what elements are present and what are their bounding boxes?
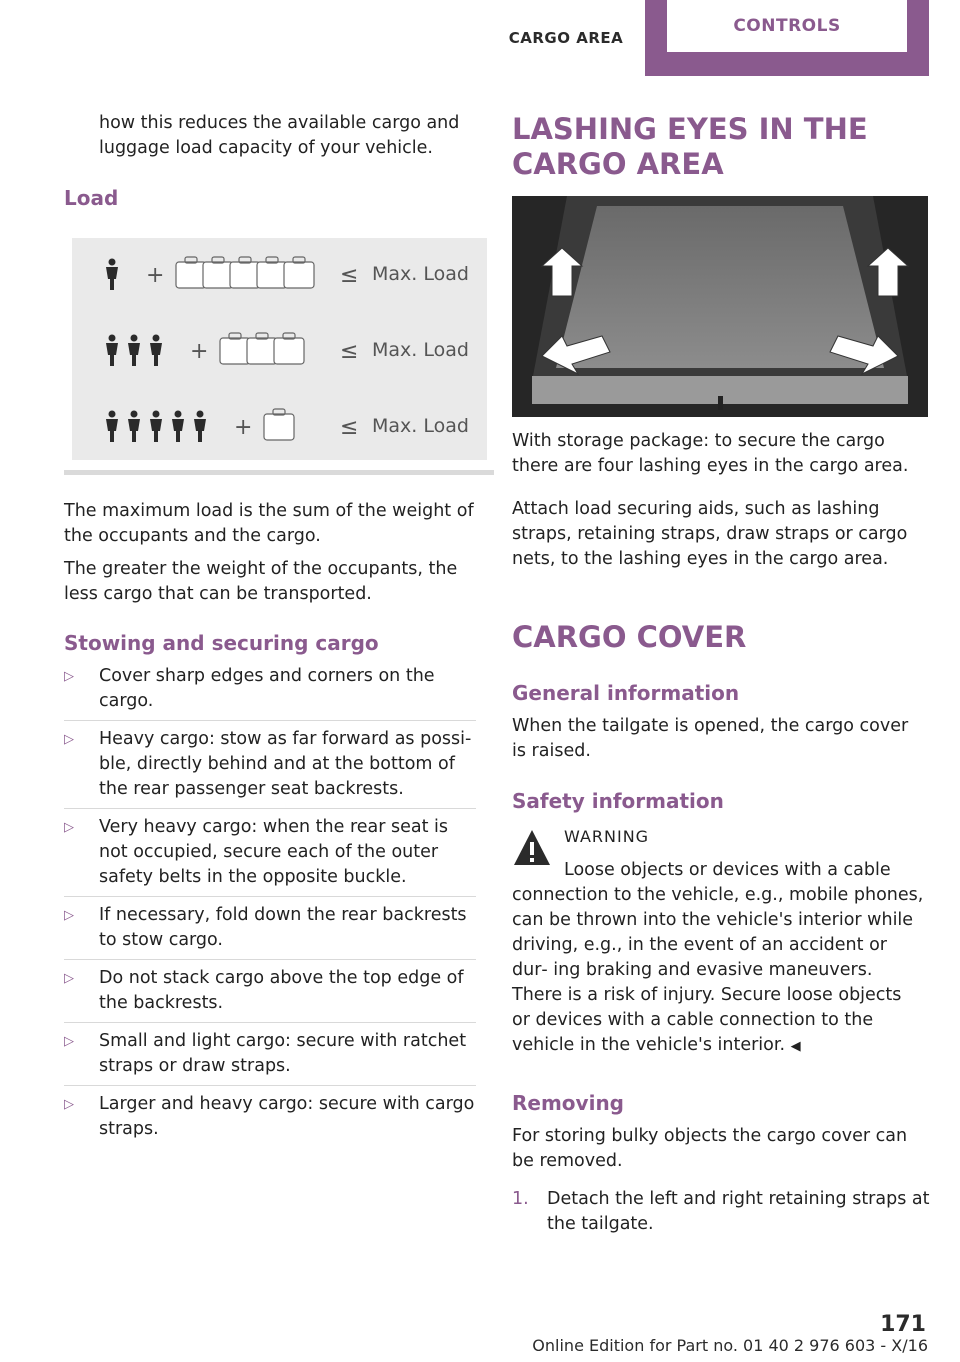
suitcase-icon (176, 257, 206, 288)
person-icon (106, 259, 118, 291)
triangle-bullet-icon: ▷ (64, 1097, 74, 1112)
removing-heading: Removing (512, 1091, 624, 1115)
person-icon (172, 411, 184, 443)
edition-footer: Online Edition for Part no. 01 40 2 976 603 - X/16 (532, 1336, 928, 1355)
load-figure (72, 238, 487, 460)
max-load-label: Max. Load (372, 339, 469, 361)
warning-label: WARNING (564, 827, 650, 846)
person-icon (150, 335, 162, 367)
safety-info-heading: Safety information (512, 789, 724, 813)
suitcase-icon (220, 333, 250, 364)
load-para-2: The greater the weight of the occupants, the less cargo that can be transported. (64, 559, 458, 604)
less-equal-sign: ≤ (340, 339, 359, 364)
person-icon (106, 411, 118, 443)
less-equal-sign: ≤ (340, 263, 359, 288)
right-column (512, 0, 932, 1234)
step-text: Detach the left and right retaining straps at the tailgate. (547, 1189, 930, 1234)
lashing-text-1: With storage package: to secure the cargo there are four lashing eyes in the cargo area. (512, 431, 909, 476)
general-info-heading: General information (512, 681, 740, 705)
cargo-cover-heading: CARGO COVER (512, 620, 747, 654)
general-info-text: When the tailgate is opened, the cargo cover is raised. (512, 716, 909, 761)
list-item: ▷ Larger and heavy cargo: secure with cargo straps. (64, 1094, 475, 1139)
triangle-bullet-icon: ▷ (64, 732, 74, 747)
end-mark-icon: ◀ (790, 1039, 801, 1054)
triangle-bullet-icon: ▷ (64, 971, 74, 986)
suitcase-icon (247, 333, 277, 364)
lashing-text-2: Attach load securing aids, such as lashing straps, retaining straps, draw straps or cargo nets, to the lashing eyes in the cargo area. (512, 499, 908, 569)
warning-icon (512, 828, 552, 868)
less-equal-sign: ≤ (340, 415, 359, 440)
person-icon (194, 411, 206, 443)
section-title: CARGO AREA (508, 29, 624, 47)
removing-text: For storing bulky objects the cargo cover can be removed. (512, 1126, 908, 1171)
person-icon (150, 411, 162, 443)
plus-sign: + (234, 415, 253, 440)
lashing-heading: LASHING EYES IN THE CARGO AREA (512, 112, 868, 181)
stowing-heading: Stowing and securing cargo (64, 631, 379, 655)
person-icon (128, 335, 140, 367)
max-load-label: Max. Load (372, 263, 469, 285)
page-number: 171 (880, 1312, 926, 1337)
load-heading: Load (64, 186, 119, 210)
load-para-1: The maximum load is the sum of the weight of the occupants and the cargo. (64, 501, 474, 546)
figure-divider (64, 470, 494, 475)
triangle-bullet-icon: ▷ (64, 1034, 74, 1049)
continued-text: how this reduces the available cargo and luggage load capacity of your vehicle. (99, 113, 460, 158)
suitcase-icon (203, 257, 233, 288)
load-diagram (72, 238, 487, 460)
plus-sign: + (146, 263, 165, 288)
person-icon (106, 335, 118, 367)
triangle-bullet-icon: ▷ (64, 820, 74, 835)
person-icon (128, 411, 140, 443)
suitcase-icon (264, 409, 294, 440)
stowing-list (64, 664, 476, 1142)
suitcase-icon (284, 257, 314, 288)
suitcase-icon (230, 257, 260, 288)
step-number: 1. (512, 1189, 529, 1209)
warning-text: connection to the vehicle, e.g., mobile phones, can be thrown into the vehicle's interior while driving, e.g., in the event of an accident or dur‐ ing braking and evasive maneuvers. There is a risk of injury. Secure loose objects or devices with a cable connection to the vehicle in the vehicle's interior. ◀ (512, 885, 924, 1055)
triangle-bullet-icon: ▷ (64, 669, 74, 684)
plus-sign: + (190, 339, 209, 364)
step-item (512, 1187, 959, 1237)
list-item: ▷ Small and light cargo: secure with ratchet straps or draw straps. (64, 1029, 476, 1086)
cargo-area-photo (512, 196, 928, 417)
warning-first-line: Loose objects or devices with a cable (564, 860, 891, 880)
suitcase-icon (257, 257, 287, 288)
cargo-photo-illustration (512, 196, 928, 417)
list-item: ▷ If necessary, fold down the rear backrests to stow cargo. (64, 903, 476, 960)
list-item: ▷ Very heavy cargo: when the rear seat is not occupied, secure each of the outer safety belts in the opposite buckle. (64, 815, 476, 897)
list-item: ▷ Heavy cargo: stow as far forward as possi‐ ble, directly behind and at the bottom of the rear passenger seat backrests. (64, 727, 476, 809)
suitcase-icon (274, 333, 304, 364)
triangle-bullet-icon: ▷ (64, 908, 74, 923)
chapter-title: CONTROLS (667, 0, 907, 52)
max-load-label: Max. Load (372, 415, 469, 437)
list-item: ▷ Cover sharp edges and corners on the cargo. (64, 664, 476, 721)
list-item: ▷ Do not stack cargo above the top edge of the backrests. (64, 966, 476, 1023)
